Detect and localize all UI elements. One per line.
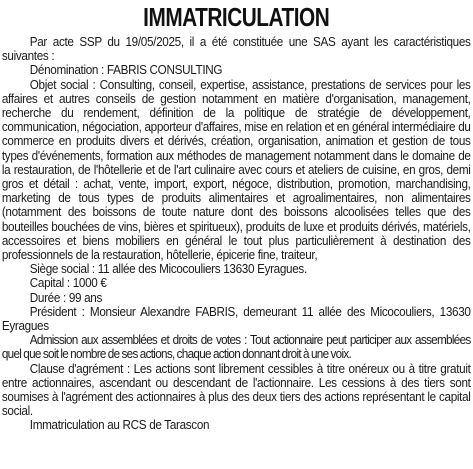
notice-intro: Par acte SSP du 19/05/2025, il a été constituée une SAS ayant les caractéristiques suivantes :	[1, 35, 471, 64]
notice-registration: Immatriculation au RCS de Tarascon	[29, 418, 210, 433]
notice-registered-office: Siège social : 11 allée des Micocouliers 13630 Eyragues.	[29, 262, 307, 277]
notice-president: Président : Monsieur Alexandre FABRIS, demeurant 11 allée des Micocouliers, 13630 Eyragues	[1, 304, 471, 334]
notice-denomination: Dénomination : FABRIS CONSULTING	[29, 63, 223, 78]
notice-duration: Durée : 99 ans	[29, 290, 103, 305]
notice-voting-rights: Admission aux assemblées et droits de votes : Tout actionnaire peut participer aux assemblées quel que soit le nombre de ses actions, chaque action donnant droit à une voix.	[1, 333, 471, 362]
notice-capital: Capital : 1000 €	[29, 276, 107, 291]
notice-title: IMMATRICULATION	[143, 2, 330, 32]
notice-approval-clause: Clause d'agrément : Les actions sont librement cessibles à titre onéreux ou à titre gratuit entre actionnaires, ascendant ou descendant de l'actionnaire. Les cessions à des tiers sont soumises à l'agrément des actionnaires à plus des deux tiers des actions représentant le capital social.	[1, 361, 471, 419]
notice-corporate-purpose: Objet social : Consulting, conseil, expertise, assistance, prestations de services pour les affaires et autres conseils de gestion notamment en matière d'organisation, management, recherche du rendement, définition de la politique de stratégie de développement, communication, négociation, apporteur d'affaires, mise en relation et en général intermédiaire du commerce en produits divers et dérivés, création, organisation, animation et gestion de tous types d'événements, formation aux méthodes de management notamment dans le domaine de la restauration, de l'hôtellerie et de l'art culinaire avec cours et ateliers de cuisine, en gros, demi gros et détail : achat, vente, import, export, négoce, distribution, promotion, marchandising, marketing de tous types de produits alimentaires et agroalimentaires, non alimentaires (notamment des boissons de toute nature dont des boissons alcoolisées telles que des bouteilles bouchées de vins, bières et spiritueux), produits de luxe et produits dérivés, matériels, accessoires et biens mobiliers en général le tout plus particulièrement à destination des professionnels de la restauration, hôtellerie, épicerie fine, traiteur,	[1, 77, 471, 263]
